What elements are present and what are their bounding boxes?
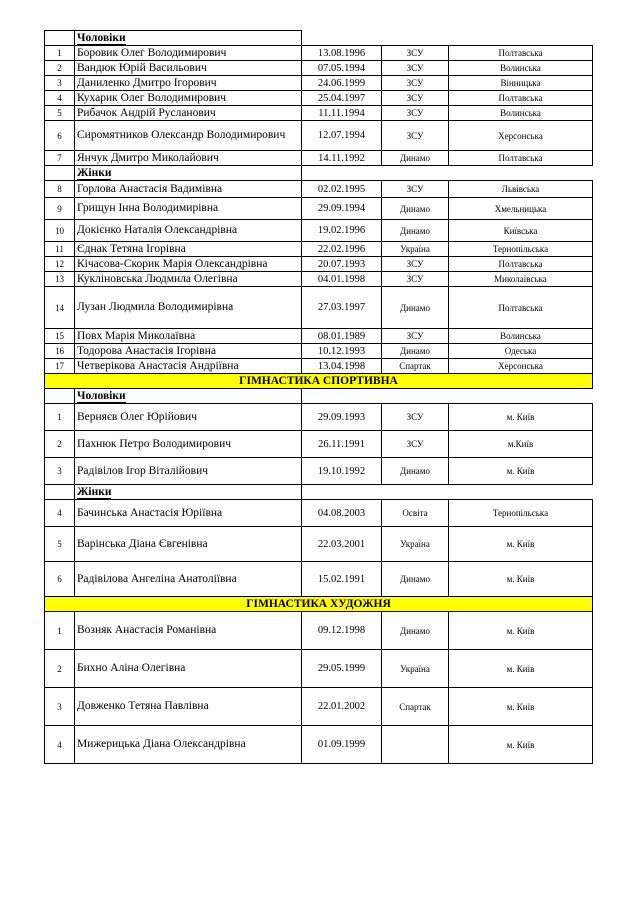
row-number: 4 xyxy=(45,500,75,527)
athlete-name: Пахнюк Петро Володимирович xyxy=(75,431,302,458)
club-name: ЗСУ xyxy=(382,404,449,431)
athlete-name: Варінська Діана Євгенівна xyxy=(75,527,302,562)
club-name: Україна xyxy=(382,650,449,688)
club-name: Динамо xyxy=(382,612,449,650)
row-number: 8 xyxy=(45,181,75,198)
table-row xyxy=(45,650,593,688)
region-name: Тернопільська xyxy=(449,500,593,527)
birth-date: 22.01.2002 xyxy=(302,688,382,726)
row-number: 15 xyxy=(45,329,75,344)
club-name: ЗСУ xyxy=(382,46,449,61)
group-filler-cell xyxy=(302,389,593,404)
region-name: м. Київ xyxy=(449,458,593,485)
athlete-name: Радівілова Ангеліна Анатоліївна xyxy=(75,562,302,597)
table-row xyxy=(45,527,593,562)
athlete-name: Горлова Анастасія Вадимівна xyxy=(75,181,302,198)
club-name: ЗСУ xyxy=(382,121,449,151)
birth-date: 26.11.1991 xyxy=(302,431,382,458)
region-name: Полтавська xyxy=(449,91,593,106)
region-name: Херсонська xyxy=(449,359,593,374)
athlete-name: Верняєв Олег Юрійович xyxy=(75,404,302,431)
region-name: м. Київ xyxy=(449,562,593,597)
table-row xyxy=(45,458,593,485)
birth-date: 12.07.1994 xyxy=(302,121,382,151)
table-row xyxy=(45,242,593,257)
birth-date: 25.04.1997 xyxy=(302,91,382,106)
club-name: Україна xyxy=(382,242,449,257)
region-name: м.Київ xyxy=(449,431,593,458)
row-number: 2 xyxy=(45,431,75,458)
club-name xyxy=(382,726,449,764)
group-filler-cell xyxy=(302,31,593,46)
athlete-name: Лузан Людмила Володимирівна xyxy=(75,287,302,329)
birth-date: 20.07.1993 xyxy=(302,257,382,272)
group-blank-cell xyxy=(45,31,75,46)
club-name: ЗСУ xyxy=(382,181,449,198)
athlete-name: Мижерицька Діана Олександрівна xyxy=(75,726,302,764)
region-name: Вінницька xyxy=(449,76,593,91)
row-number: 11 xyxy=(45,242,75,257)
row-number: 3 xyxy=(45,458,75,485)
region-name: Волинська xyxy=(449,61,593,76)
birth-date: 19.10.1992 xyxy=(302,458,382,485)
region-name: Миколаївська xyxy=(449,272,593,287)
region-name: м. Київ xyxy=(449,688,593,726)
row-number: 4 xyxy=(45,91,75,106)
athlete-name: Кукліновська Людмила Олегівна xyxy=(75,272,302,287)
row-number: 13 xyxy=(45,272,75,287)
group-label: Жінки xyxy=(77,167,112,179)
club-name: ЗСУ xyxy=(382,431,449,458)
group-label-cell xyxy=(75,389,302,404)
club-name: ЗСУ xyxy=(382,272,449,287)
group-blank-cell xyxy=(45,166,75,181)
section-header xyxy=(45,374,593,389)
table-row xyxy=(45,61,593,76)
table-row xyxy=(45,121,593,151)
row-number: 6 xyxy=(45,562,75,597)
club-name: ЗСУ xyxy=(382,257,449,272)
club-name: Спартак xyxy=(382,359,449,374)
section-title: ГІМНАСТИКА СПОРТИВНА xyxy=(45,374,593,389)
athlete-name: Рибачок Андрій Русланович xyxy=(75,106,302,121)
club-name: Динамо xyxy=(382,458,449,485)
table-row xyxy=(45,106,593,121)
athlete-name: Четверікова Анастасія Андріївна xyxy=(75,359,302,374)
region-name: Полтавська xyxy=(449,46,593,61)
row-number: 17 xyxy=(45,359,75,374)
athlete-name: Янчук Дмитро Миколайович xyxy=(75,151,302,166)
region-name: м. Київ xyxy=(449,404,593,431)
birth-date: 14.11.1992 xyxy=(302,151,382,166)
club-name: ЗСУ xyxy=(382,61,449,76)
birth-date: 22.02.1996 xyxy=(302,242,382,257)
table-row xyxy=(45,91,593,106)
club-name: ЗСУ xyxy=(382,91,449,106)
region-name: Одеська xyxy=(449,344,593,359)
table-row xyxy=(45,329,593,344)
row-number: 5 xyxy=(45,527,75,562)
region-name: Полтавська xyxy=(449,287,593,329)
row-number: 4 xyxy=(45,726,75,764)
club-name: Освіта xyxy=(382,500,449,527)
club-name: Динамо xyxy=(382,151,449,166)
athletes-table xyxy=(44,30,593,764)
row-number: 14 xyxy=(45,287,75,329)
club-name: ЗСУ xyxy=(382,329,449,344)
club-name: Динамо xyxy=(382,198,449,220)
athlete-name: Кічасова-Скорик Марія Олександрівна xyxy=(75,257,302,272)
row-number: 2 xyxy=(45,650,75,688)
table-row xyxy=(45,500,593,527)
group-header-row xyxy=(45,31,593,46)
birth-date: 04.01.1998 xyxy=(302,272,382,287)
birth-date: 01.09.1999 xyxy=(302,726,382,764)
birth-date: 08.01.1989 xyxy=(302,329,382,344)
table-row xyxy=(45,46,593,61)
athlete-name: Сиромятников Олександр Володимирович xyxy=(75,121,302,151)
birth-date: 22.03.2001 xyxy=(302,527,382,562)
table-row xyxy=(45,151,593,166)
group-filler-cell xyxy=(302,166,593,181)
table-row xyxy=(45,431,593,458)
table-row xyxy=(45,344,593,359)
birth-date: 29.09.1994 xyxy=(302,198,382,220)
table-row xyxy=(45,220,593,242)
row-number: 12 xyxy=(45,257,75,272)
birth-date: 13.08.1996 xyxy=(302,46,382,61)
region-name: Волинська xyxy=(449,329,593,344)
birth-date: 04.08.2003 xyxy=(302,500,382,527)
group-label: Жінки xyxy=(77,486,112,498)
athlete-name: Грищун Інна Володимирівна xyxy=(75,198,302,220)
club-name: Спартак xyxy=(382,688,449,726)
birth-date: 29.05.1999 xyxy=(302,650,382,688)
table-row xyxy=(45,198,593,220)
group-label: Чоловіки xyxy=(77,390,126,402)
athlete-name: Вандюк Юрій Васильович xyxy=(75,61,302,76)
athlete-name: Повх Марія Миколаївна xyxy=(75,329,302,344)
region-name: Тернопільська xyxy=(449,242,593,257)
table-row xyxy=(45,272,593,287)
athlete-name: Бачинська Анастасія Юріївна xyxy=(75,500,302,527)
athlete-name: Радівілов Ігор Віталійович xyxy=(75,458,302,485)
athlete-name: Кухарик Олег Володимирович xyxy=(75,91,302,106)
club-name: Динамо xyxy=(382,287,449,329)
club-name: Динамо xyxy=(382,562,449,597)
row-number: 3 xyxy=(45,76,75,91)
club-name: ЗСУ xyxy=(382,76,449,91)
region-name: Волинська xyxy=(449,106,593,121)
birth-date: 15.02.1991 xyxy=(302,562,382,597)
row-number: 6 xyxy=(45,121,75,151)
birth-date: 24.06.1999 xyxy=(302,76,382,91)
row-number: 1 xyxy=(45,612,75,650)
group-header-row xyxy=(45,166,593,181)
section-title: ГІМНАСТИКА ХУДОЖНЯ xyxy=(45,597,593,612)
athlete-name: Єднак Тетяна Ігорівна xyxy=(75,242,302,257)
birth-date: 10.12.1993 xyxy=(302,344,382,359)
group-header-row xyxy=(45,485,593,500)
group-filler-cell xyxy=(302,485,593,500)
athlete-name: Тодорова Анастасія Ігорівна xyxy=(75,344,302,359)
region-name: Херсонська xyxy=(449,121,593,151)
group-label-cell xyxy=(75,166,302,181)
table-row xyxy=(45,612,593,650)
birth-date: 19.02.1996 xyxy=(302,220,382,242)
athlete-name: Даниленко Дмитро Ігорович xyxy=(75,76,302,91)
region-name: Київська xyxy=(449,220,593,242)
row-number: 10 xyxy=(45,220,75,242)
table-row xyxy=(45,287,593,329)
row-number: 7 xyxy=(45,151,75,166)
region-name: м. Київ xyxy=(449,612,593,650)
table-row xyxy=(45,181,593,198)
club-name: Україна xyxy=(382,527,449,562)
athlete-name: Возняк Анастасія Романівна xyxy=(75,612,302,650)
group-label: Чоловіки xyxy=(77,32,126,44)
region-name: м. Київ xyxy=(449,650,593,688)
table-row xyxy=(45,359,593,374)
table-row xyxy=(45,404,593,431)
birth-date: 27.03.1997 xyxy=(302,287,382,329)
group-label-cell xyxy=(75,31,302,46)
table-row xyxy=(45,562,593,597)
row-number: 1 xyxy=(45,46,75,61)
region-name: м. Київ xyxy=(449,726,593,764)
group-label-cell xyxy=(75,485,302,500)
athlete-name: Докієнко Наталія Олександрівна xyxy=(75,220,302,242)
region-name: Хмельницька xyxy=(449,198,593,220)
table-row xyxy=(45,76,593,91)
birth-date: 09.12.1998 xyxy=(302,612,382,650)
region-name: м. Київ xyxy=(449,527,593,562)
row-number: 5 xyxy=(45,106,75,121)
table-row xyxy=(45,726,593,764)
birth-date: 11.11.1994 xyxy=(302,106,382,121)
region-name: Полтавська xyxy=(449,257,593,272)
birth-date: 02.02.1995 xyxy=(302,181,382,198)
row-number: 2 xyxy=(45,61,75,76)
club-name: ЗСУ xyxy=(382,106,449,121)
group-blank-cell xyxy=(45,389,75,404)
birth-date: 29.09.1993 xyxy=(302,404,382,431)
club-name: Динамо xyxy=(382,344,449,359)
group-blank-cell xyxy=(45,485,75,500)
athlete-name: Бихно Аліна Олегівна xyxy=(75,650,302,688)
table-row xyxy=(45,688,593,726)
row-number: 1 xyxy=(45,404,75,431)
row-number: 9 xyxy=(45,198,75,220)
row-number: 3 xyxy=(45,688,75,726)
birth-date: 13.04.1998 xyxy=(302,359,382,374)
birth-date: 07.05.1994 xyxy=(302,61,382,76)
region-name: Львівська xyxy=(449,181,593,198)
group-header-row xyxy=(45,389,593,404)
region-name: Полтавська xyxy=(449,151,593,166)
table-row xyxy=(45,257,593,272)
club-name: Динамо xyxy=(382,220,449,242)
row-number: 16 xyxy=(45,344,75,359)
athlete-name: Боровик Олег Володимирович xyxy=(75,46,302,61)
section-header xyxy=(45,597,593,612)
athlete-name: Довженко Тетяна Павлівна xyxy=(75,688,302,726)
